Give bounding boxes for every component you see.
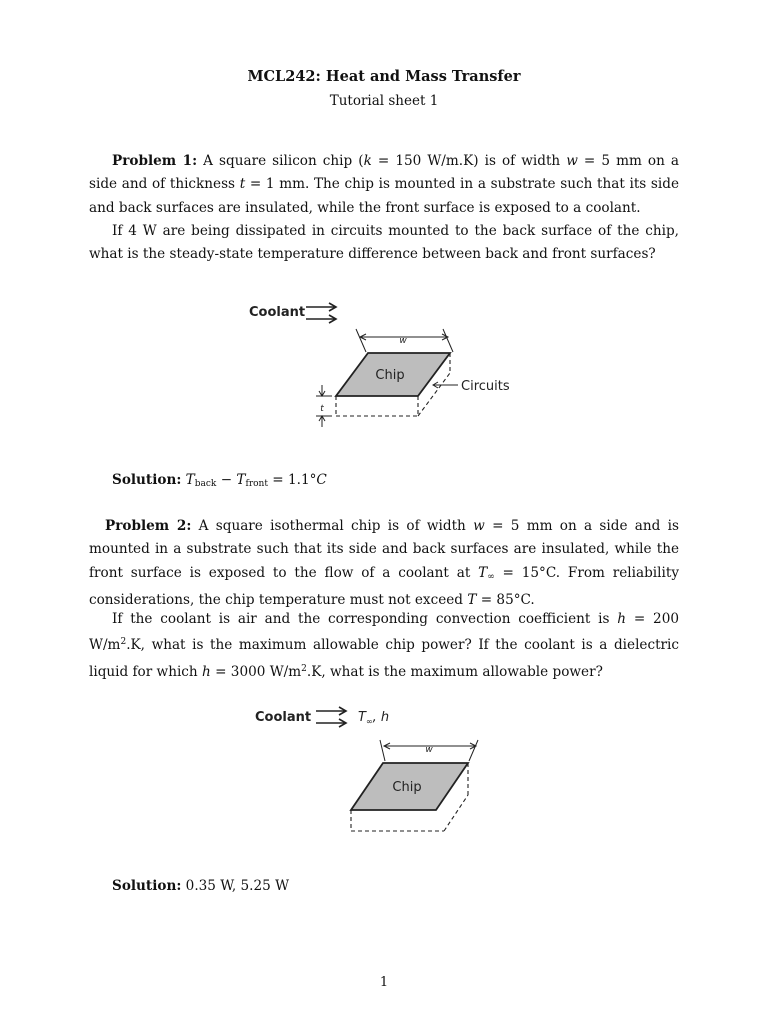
- problem2-solution: [112, 878, 289, 894]
- page-subtitle: Tutorial sheet 1: [329, 93, 439, 109]
- problem2-text: = 85°C.: [476, 591, 535, 608]
- symbol-T: T: [236, 472, 246, 488]
- problem2-text: = 15°C. From reliability considerations, the chip temperature must not exceed: [89, 564, 679, 608]
- figure1-t-label: t: [320, 404, 324, 414]
- figure2-chip-label: Chip: [392, 780, 422, 795]
- symbol-T: T: [185, 472, 195, 488]
- figure1-w-label: w: [399, 336, 407, 346]
- problem1-label: Problem 1:: [112, 153, 198, 169]
- problem1-statement: [89, 150, 679, 220]
- problem2-solution-label: Solution:: [112, 878, 182, 894]
- symbol-t: t: [239, 176, 246, 193]
- coolant-arrows-icon: [316, 707, 346, 727]
- problem2-solution-value: 0.35 W, 5.25 W: [181, 878, 290, 894]
- problem2-text: A square isothermal chip is of width: [191, 518, 474, 534]
- problem2-question: [89, 608, 679, 684]
- figure1-coolant-label: Coolant: [249, 305, 306, 320]
- figure2-tinf-label: $T_\infty$, h: [358, 710, 390, 726]
- coolant-arrows-icon: [306, 303, 336, 323]
- problem2-statement: [89, 515, 679, 612]
- problem1-solution-value: = 1.1°: [267, 472, 317, 488]
- problem2-text: = 5 mm on a side and is mounted in a substrate such that its side and back surfaces are insulated, while the front surface is exposed to the flow of a coolant at: [89, 518, 679, 581]
- problem1-text: = 1 mm. The chip is mounted in a substrate such that its side and back surfaces are insulated, while the front surface is exposed to a coolant.: [89, 176, 679, 216]
- problem2-text: If the coolant is air and the corresponding convection coefficient is: [112, 611, 618, 627]
- thickness-dimension: [316, 385, 332, 427]
- figure-isothermal-chip: [245, 698, 495, 838]
- problem2-text: = 200 W/m: [89, 611, 679, 654]
- symbol-k: k: [363, 153, 372, 169]
- problem1-solution: [112, 472, 327, 489]
- problem2-text: = 3000 W/m: [210, 663, 302, 680]
- figure-chip-circuits: [240, 295, 530, 435]
- page-title: MCL242: Heat and Mass Transfer: [247, 68, 521, 85]
- problem2-label: Problem 2:: [105, 518, 192, 534]
- problem1-question: If 4 W are being dissipated in circuits mounted to the back surface of the chip, what is the steady-state temperature difference between back and front surfaces?: [89, 223, 679, 263]
- subscript-back: back: [194, 479, 217, 489]
- figure2-coolant-label: Coolant: [255, 710, 312, 725]
- symbol-h: h: [617, 611, 627, 627]
- symbol-h: h: [202, 663, 211, 680]
- problem1-text: A square silicon chip (: [197, 153, 364, 169]
- problem1-text: = 150 W/m.K) is of width: [371, 153, 567, 169]
- circuits-leader: [433, 382, 458, 388]
- superscript-2: 2: [301, 663, 307, 674]
- symbol-T: T: [478, 564, 488, 581]
- subscript-front: front: [245, 479, 268, 489]
- problem2-text: .K, what is the maximum allowable chip power? If the coolant is a dielectric liquid for which: [89, 637, 679, 680]
- problem1-text: = 5 mm on a side and of thickness: [89, 153, 679, 193]
- symbol-T: T: [467, 591, 477, 608]
- minus-sign: −: [216, 472, 237, 488]
- superscript-2: 2: [120, 637, 127, 648]
- figure1-circuits-label: Circuits: [461, 379, 510, 394]
- page-number: 1: [379, 975, 389, 990]
- problem1-solution-label: Solution:: [112, 472, 182, 488]
- symbol-w: w: [473, 518, 485, 534]
- figure2-w-label: w: [425, 745, 433, 755]
- figure1-chip-label: Chip: [375, 368, 405, 383]
- problem2-text: .K, what is the maximum allowable power?: [306, 663, 603, 680]
- subscript-infinity: ∞: [487, 571, 495, 582]
- unit-C: C: [316, 472, 327, 488]
- symbol-w: w: [566, 153, 578, 169]
